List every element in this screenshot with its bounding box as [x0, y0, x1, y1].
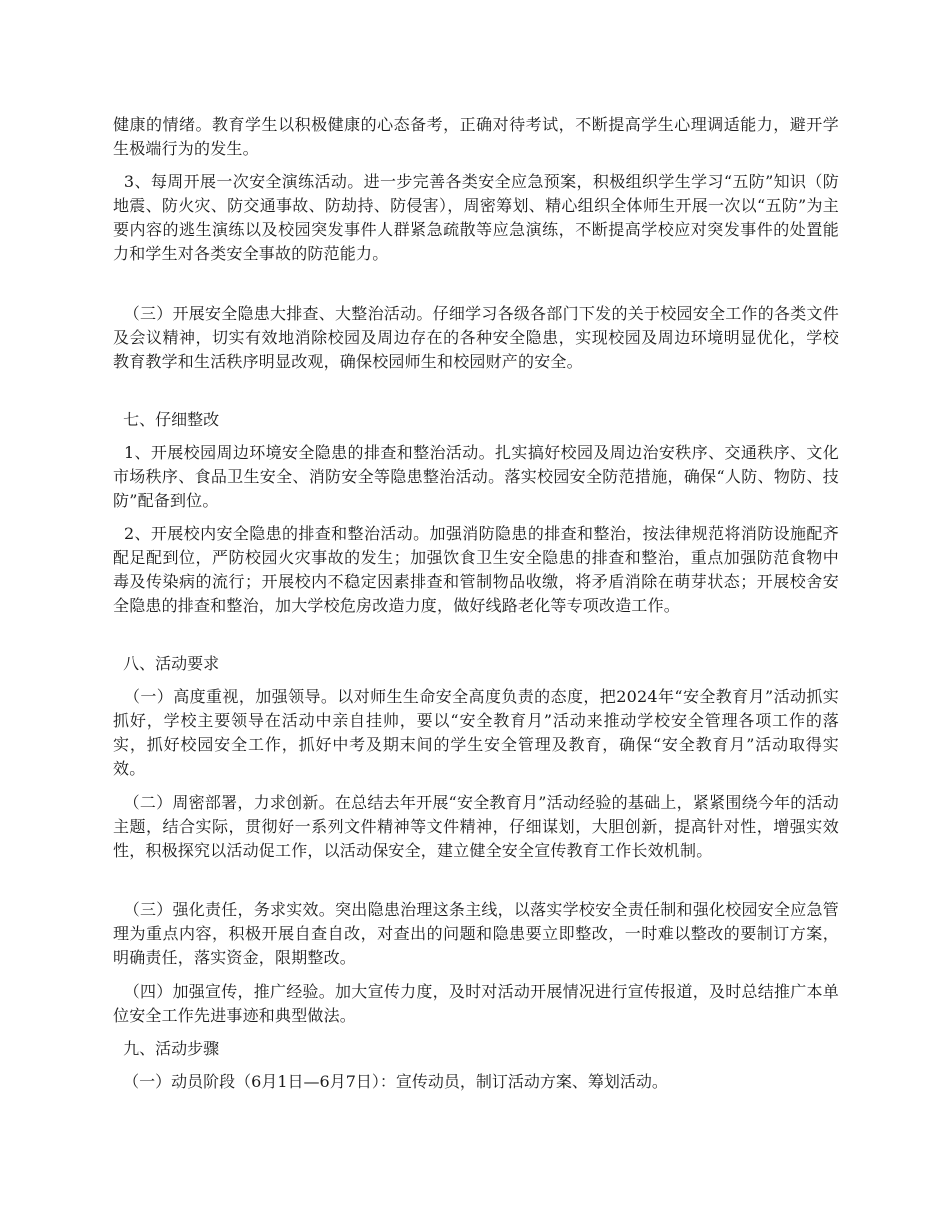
section-heading-rectification: 七、仔细整改: [113, 410, 220, 429]
paragraph-planning: （二）周密部署，力求创新。在总结去年开展“安全教育月”活动经验的基础上，紧紧围绕今年的活动主题，结合实际，贯彻好一系列文件精神等文件精神，仔细谋划，大胆创新，提高针对性，增强实效性，积极探究以活动促工作，以活动保安全，建立健全安全宣传教育工作长效机制。: [113, 793, 839, 860]
paragraph-campus-surroundings: 1、开展校园周边环境安全隐患的排查和整治活动。扎实搞好校园及周边治安秩序、交通秩序、文化市场秩序、食品卫生安全、消防安全等隐患整治活动。落实校园安全防范措施，确保“人防、物防、技防”配备到位。: [113, 443, 839, 510]
paragraph-mental-health: 健康的情绪。教育学生以积极健康的心态备考，正确对待考试，不断提高学生心理调适能力，避开学生极端行为的发生。: [113, 115, 839, 158]
paragraph-responsibility: （三）强化责任，务求实效。突出隐患治理这条主线，以落实学校安全责任制和强化校园安全应急管理为重点内容，积极开展自查自改，对查出的问题和隐患要立即整改，一时难以整改的要制订方案，明确责任，落实资金，限期整改。: [113, 900, 839, 967]
paragraph-campus-internal: 2、开展校内安全隐患的排查和整治活动。加强消防隐患的排查和整治，按法律规范将消防设施配齐配足配到位，严防校园火灾事故的发生；加强饮食卫生安全隐患的排查和整治，重点加强防范食物中毒及传染病的流行；开展校内不稳定因素排查和管制物品收缴，将矛盾消除在萌芽状态；开展校舍安全隐患的排查和整治，加大学校危房改造力度，做好线路老化等专项改造工作。: [113, 524, 839, 615]
paragraph-publicity: （四）加强宣传，推广经验。加大宣传力度，及时对活动开展情况进行宣传报道，及时总结推广本单位安全工作先进事迹和典型做法。: [113, 982, 839, 1025]
paragraph-hazard-inspection: （三）开展安全隐患大排查、大整治活动。仔细学习各级各部门下发的关于校园安全工作的各类文件及会议精神，切实有效地消除校园及周边存在的各种安全隐患，实现校园及周边环境明显优化，学校教育教学和生活秩序明显改观，确保校园师生和校园财产的安全。: [113, 304, 839, 371]
section-heading-requirements: 八、活动要求: [113, 654, 220, 673]
paragraph-leadership: （一）高度重视，加强领导。以对师生生命安全高度负责的态度，把2024年“安全教育月”活动抓实抓好，学校主要领导在活动中亲自挂帅，要以“安全教育月”活动来推动学校安全管理各项工作的落实，抓好校园安全工作，抓好中考及期末间的学生安全管理及教育，确保“安全教育月”活动取得实效。: [113, 687, 839, 778]
section-heading-steps: 九、活动步骤: [113, 1039, 220, 1058]
paragraph-mobilization-stage: （一）动员阶段（6月1日—6月7日）：宣传动员，制订活动方案、筹划活动。: [113, 1072, 668, 1091]
paragraph-safety-drill: 3、每周开展一次安全演练活动。进一步完善各类安全应急预案，积极组织学生学习“五防”知识（防地震、防火灾、防交通事故、防劫持、防侵害），周密筹划、精心组织全体师生开展一次以“五防”为主要内容的逃生演练以及校园突发事件人群紧急疏散等应急演练，不断提高学校应对突发事件的处置能力和学生对各类安全事故的防范能力。: [113, 172, 839, 263]
